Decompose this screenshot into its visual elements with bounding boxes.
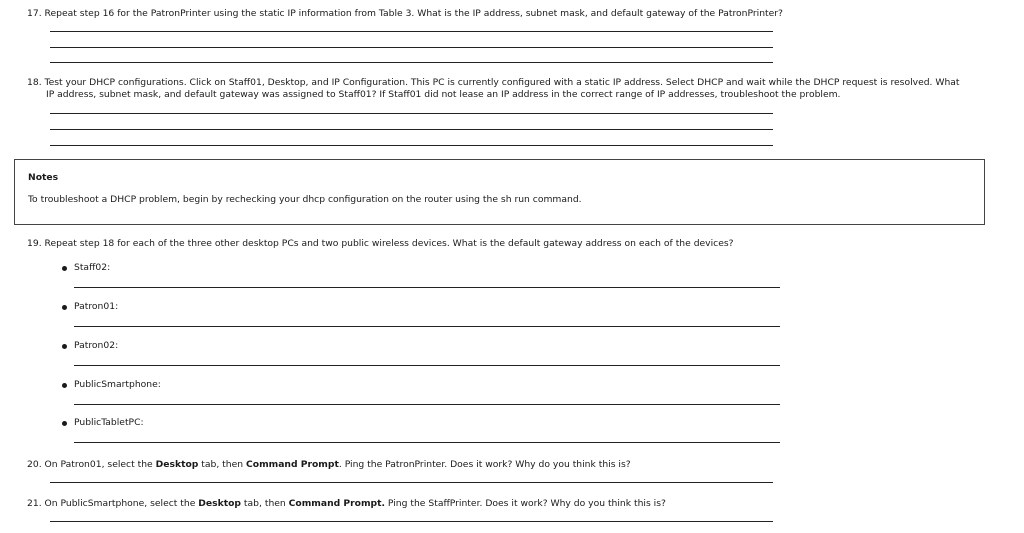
question-20-text: tab, then	[198, 459, 247, 470]
command-prompt-label: Command Prompt.	[288, 498, 385, 509]
answer-line[interactable]	[50, 521, 773, 522]
question-20-text: . Ping the PatronPrinter. Does it work? Why do you think this is?	[338, 459, 631, 470]
device-label-patron01: Patron01:	[74, 301, 119, 312]
answer-line[interactable]	[74, 404, 780, 405]
question-19: 19. Repeat step 18 for each of the three other desktop PCs and two public wireless devices. What is the default gateway address on each of the devices?	[27, 238, 734, 249]
answer-line[interactable]	[74, 365, 780, 366]
question-17: 17. Repeat step 16 for the PatronPrinter using the static IP information from Table 3. What is the IP address, subnet mask, and default gateway of the PatronPrinter?	[27, 8, 783, 19]
answer-line[interactable]	[50, 31, 773, 32]
bullet-icon	[62, 383, 67, 388]
answer-line[interactable]	[50, 129, 773, 130]
notes-text: To troubleshoot a DHCP problem, begin by rechecking your dhcp configuration on the router using the sh run command.	[28, 194, 582, 205]
question-20-text: 20. On Patron01, select the	[27, 459, 156, 470]
device-label-publictabletpc: PublicTabletPC:	[74, 417, 144, 428]
answer-line[interactable]	[74, 442, 780, 443]
bullet-icon	[62, 344, 67, 349]
bullet-icon	[62, 421, 67, 426]
answer-line[interactable]	[74, 287, 780, 288]
desktop-tab-label: Desktop	[198, 498, 242, 509]
question-21	[27, 497, 1010, 510]
question-20	[27, 458, 1010, 471]
device-label-patron02: Patron02:	[74, 340, 119, 351]
answer-line[interactable]	[50, 47, 773, 48]
question-21-text: tab, then	[241, 498, 289, 509]
answer-line[interactable]	[74, 326, 780, 327]
notes-title: Notes	[28, 172, 59, 183]
device-label-publicsmartphone: PublicSmartphone:	[74, 379, 161, 390]
answer-line[interactable]	[50, 62, 773, 63]
notes-box	[14, 159, 985, 225]
bullet-icon	[62, 266, 67, 271]
question-21-text: 21. On PublicSmartphone, select the	[27, 498, 199, 509]
desktop-tab-label: Desktop	[155, 459, 199, 470]
question-21-text: Ping the StaffPrinter. Does it work? Why do you think this is?	[385, 498, 666, 509]
command-prompt-label: Command Prompt	[246, 459, 339, 470]
device-label-staff02: Staff02:	[74, 262, 111, 273]
bullet-icon	[62, 305, 67, 310]
question-18-line2: IP address, subnet mask, and default gateway was assigned to Staff01? If Staff01 did not lease an IP address in the correct range of IP addresses, troubleshoot the problem.	[46, 89, 841, 100]
question-18-line1: 18. Test your DHCP configurations. Click on Staff01, Desktop, and IP Configuration. This PC is currently configured with a static IP address. Select DHCP and wait while the DHCP request is resolved. What	[27, 77, 960, 88]
answer-line[interactable]	[50, 145, 773, 146]
answer-line[interactable]	[50, 113, 773, 114]
answer-line[interactable]	[50, 482, 773, 483]
